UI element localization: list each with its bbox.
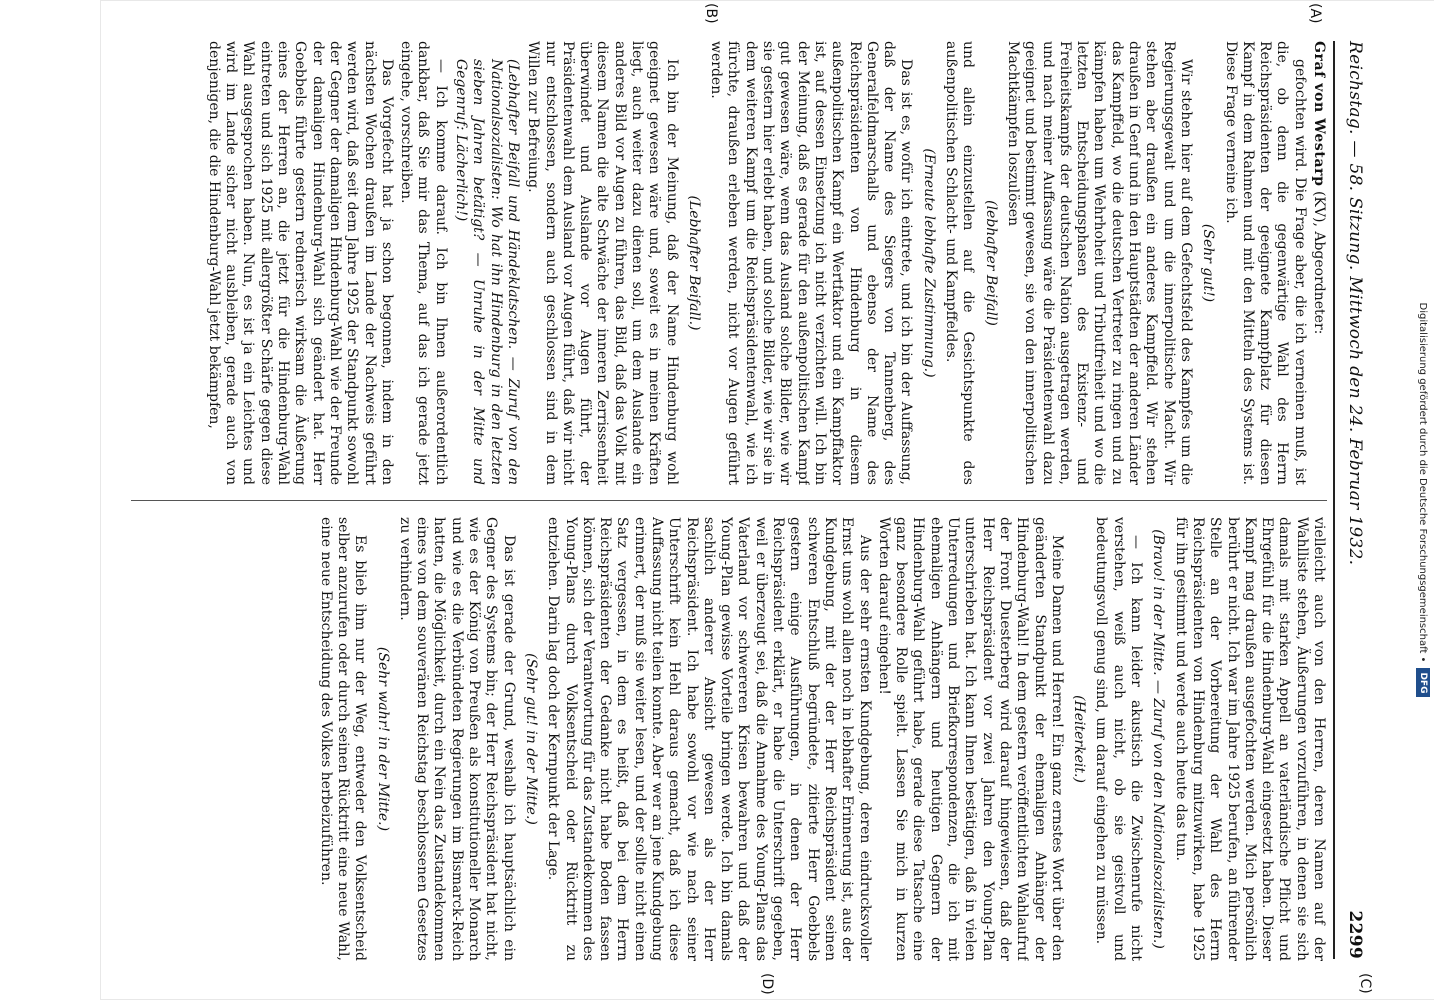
left-paragraph — [1310, 41, 1327, 485]
right-paragraph: Aus der sehr ernsten Kundgebung, deren eindrucksvoller Ernst uns wohl allen noch in lebhafter Erinnerung ist, aus der Kundgebung, mit der der Herr Reichspräsident seinen schweren Entschluß begründete, zitierte Herr Goebbels gestern einige Ausführungen, in denen der Herr Reichspräsident erklärt, er habe die Unterschrift gegeben, weil er überzeugt sei, daß die Annahme des Young-Plans das Vaterland vor schwereren Krisen bewahren und daß der Young-Plan gewisse Vorteile bringen werde. Ich bin damals sachlich anderer Ansicht gewesen als der Herr Reichspräsident. Ich habe sowohl vor wie nach seiner Unterschrift kein Hehl daraus gemacht, daß ich diese Auffassung nicht teilen konnte. Aber wer an jene Kundgebung erinnert, der muß sie weiter lesen, und der sollte nicht einen Satz vergessen, in dem es heißt, daß bei dem Herrn Reichspräsidenten der Gedanke nicht habe Boden fassen können, sich der Verantwortung für das Zustandekommen des Young-Plans durch Volksentscheid oder Rücktritt zu entziehen. Darin lag doch der Kernpunkt der Lage. — [545, 517, 873, 961]
page-number: 2299 — [1345, 910, 1365, 959]
speaker-name: Graf von Westarp — [1311, 41, 1327, 187]
interjection: (Sehr gut! in der Mitte.) — [522, 653, 539, 825]
left-paragraph: Das ist es, wofür ich eintrete, und ich bin der Auffassung, daß der Name des Siegers von Tannenberg, des Generalfeldmarschalls und ebenso der Name des Reichspräsidenten von Hindenburg in diesem außenpolitischen Kampf ein Wertfaktor und ein Kampffaktor ist, auf dessen Einsetzung ich nicht verzichten will. Ich bin der Meinung, daß es gerade für den außenpolitischen Kampf gut gewesen wäre, wenn das Ausland solche Bilder, wie wir sie gestern hier erlebt haben, und solche Bilder, wie wir sie in dem weiteren Kampf um die Reichspräsidentenwahl, wie ich fürchte, draußen erleben werden, nicht vor Augen geführt werden. — [708, 41, 915, 485]
left-paragraph: Wir stehen hier auf dem Gefechtsfeld des Kampfes um die Regierungsgewalt und um die innerpolitische Macht. Wir stehen aber draußen ein anderes Kampffeld. Wir stehen draußen in Genf und in den Hauptstädten der anderen Länder das Kampffeld, wo die deutschen Vertreter zu ringen und zu kämpfen haben um Wehrhoheit und Tributfreiheit und wo die letzten Entscheidungsphasen des Existenz- und Freiheitskampfs der deutschen Nation ausgetragen werden, und nach meiner Auffassung wäre die Präsidentenwahl dazu geeignet und bestimmt gewesen, sie von den innerpolitischen Machtkämpfen loszulösen — [1004, 41, 1194, 485]
interjection: (Bravo! in der Mitte. — Zuruf von den Nationalsozialisten.) — [1150, 529, 1167, 949]
header-rule — [1333, 41, 1335, 959]
dfg-logo-icon: DFG — [1416, 668, 1430, 697]
speaker-suffix: (KV), Abgeordneter: — [1311, 190, 1327, 335]
interjection: (Lebhafter Beifall und Händeklatschen. — Zuruf von den Nationalsozialisten: Wo hat ihn Hindenburg in den letzten sieben Jahren betätigt? — Unruhe in der Mitte und Gegenruf: Lächerlich!) — [453, 59, 521, 485]
interjection: (lebhafter Beifall) — [982, 200, 999, 326]
running-title: Reichstag. — 58. Sitzung. Mittwoch den 24. Februar 1932. — [1345, 41, 1365, 566]
margin-mark-a: (A) — [1307, 3, 1323, 24]
digitization-credit — [1412, 0, 1434, 1000]
right-column — [131, 517, 1327, 961]
rotated-page — [100, 0, 1434, 1000]
digitization-strip — [1412, 0, 1434, 1000]
left-paragraph: Das Vorgefecht hat ja schon begonnen, indem in den nächsten Wochen draußen im Lande der Nachweis geführt werden wird, daß seit dem Jahre 1925 der Standpunkt sowohl der Gegner der damaligen Hindenburg-Wahl wie der Freunde der damaligen Hindenburg-Wahl sich geändert hat. Herr Goebbels führte gestern rednerisch wirksam die Äußerung eines der Herren an, die jetzt für die Hindenburg-Wahl eintreten und sich 1925 mit allergrößter Schärfe gegen diese Wahl ausgesprochen haben. Nun, es ist ja ein Leichtes und wird im Lande sicher nicht ausbleiben, gerade auch von denjenigen, die die Hindenburg-Wahl jetzt bekämpfen, — [205, 41, 395, 485]
interjection: (Heiterkeit.) — [1071, 695, 1088, 783]
right-paragraph: — Ich kann leider akustisch die Zwischenrufe nicht verstehen, weiß auch nicht, ob sie geistvoll und bedeutungsvoll genug sind, um darauf eingehen zu müssen. — [1093, 517, 1145, 961]
interjection: (Sehr gut!) — [1200, 223, 1217, 303]
left-column — [131, 41, 1327, 485]
right-paragraph: Es blieb ihm nur der Weg, entweder den Volksentscheid selber anzurufen oder durch seinen Rücktritt eine neue Wahl, eine neue Entscheidung des Volkes herbeizuführen. — [317, 517, 369, 961]
right-paragraph: Das ist gerade der Grund, weshalb ich hauptsächlich ein Gegner des Systems bin; der Herr Reichspräsident hat nicht, wie es der König von Preußen als konstitutioneller Monarch und wie es die Verbündeten Regierungen im Bismarck-Reich hatten, die Möglichkeit, durch ein Nein das Zustandekommen eines von dem souveränen Reichstag beschlossenen Gesetzes zu verhindern. — [396, 517, 517, 961]
right-paragraph: vielleicht auch von den Herren, deren Namen auf der Wahlliste stehen, Äußerungen vorzuführen, in denen sie sich damals mit starken Appell an vaterländische Pflicht und Ehrgefühl für die Hindenburg-Wahl eingesetzt haben. Dieser Kampf mag draußen ausgefochten werden. Mich persönlich berührt er nicht. Ich war im Jahre 1925 berufen, an führender Stelle an der Vorbereitung der Wahl des Herrn Reichspräsidenten von Hindenburg mitzuwirken, habe 1925 für ihn gestimmt und werde auch heute das tun. — [1172, 517, 1327, 961]
left-paragraph: — Ich komme darauf. Ich bin Ihnen außerordentlich dankbar, daß Sie mir das Thema, auf das ich gerade jetzt eingehe, vorschreiben. — [398, 41, 449, 485]
left-paragraph: gefochten wird. Die Frage aber, die ich verneinen muß, ist die, ob denn die gegenwärtige Wahl des Herrn Reichspräsidenten der geeignete Kampfplatz für diesen Kampf in dem Rahmen und mit den Mitteln des Systems ist. Diese Frage verneine ich. — [1222, 41, 1308, 485]
interjection: (Sehr wahr! in der Mitte.) — [374, 646, 391, 832]
page-header — [1337, 41, 1365, 959]
interjection: (Lebhafter Beifall.) — [685, 195, 702, 331]
interjection: (Erneute lebhafte Zustimmung.) — [920, 148, 937, 378]
right-paragraph: Meine Damen und Herren! Ein ganz ernstes Wort über den geänderten Standpunkt der ehemaligen Anhänger der Hindenburg-Wahl! In dem gestern veröffentlichten Wahlaufruf der Front Duesterberg wird darauf hingewiesen, daß der Herr Reichspräsident vor zwei Jahren den Young-Plan unterschrieben hat. Ich kann Ihnen bestätigen, daß in vielen Unterredungen und Briefkorrespondenzen, die ich mit ehemaligen Anhängern und heutigen Gegnern der Hindenburg-Wahl geführt habe, gerade diese Tatsache eine ganz besondere Rolle spielt. Lassen Sie mich in kurzen Worten darauf eingehen! — [875, 517, 1065, 961]
margin-mark-d: (D) — [759, 973, 775, 995]
funding-note: Digitalisierung gefördert durch die Deutsche Forschungsgemeinschaft • — [1417, 302, 1429, 663]
left-paragraph: Ich bin der Meinung, daß der Name Hindenburg wohl geeignet gewesen wäre und, soweit es in meinen Kräften liegt, auch weiter dazu dienen soll, um dem Auslande ein anderes Bild vor Augen zu führen, das Bild, daß das Volk mit diesem Namen die alte Schwäche der inneren Zerrissenheit überwindet und Auslande vor Augen führt, der Präsidentenwahl dem Ausland vor Augen führt, daß wir nicht nur entschlossen, sondern auch geschlossen sind in dem Willen zur Befreiung. — [525, 41, 680, 485]
column-divider — [131, 500, 1327, 501]
margin-mark-b: (B) — [703, 3, 719, 24]
left-paragraph: und allein einzustellen auf die Gesichtspunkte des außenpolitischen Schlacht- und Kampffeldes. — [943, 41, 977, 485]
margin-mark-c: (C) — [1357, 973, 1373, 994]
